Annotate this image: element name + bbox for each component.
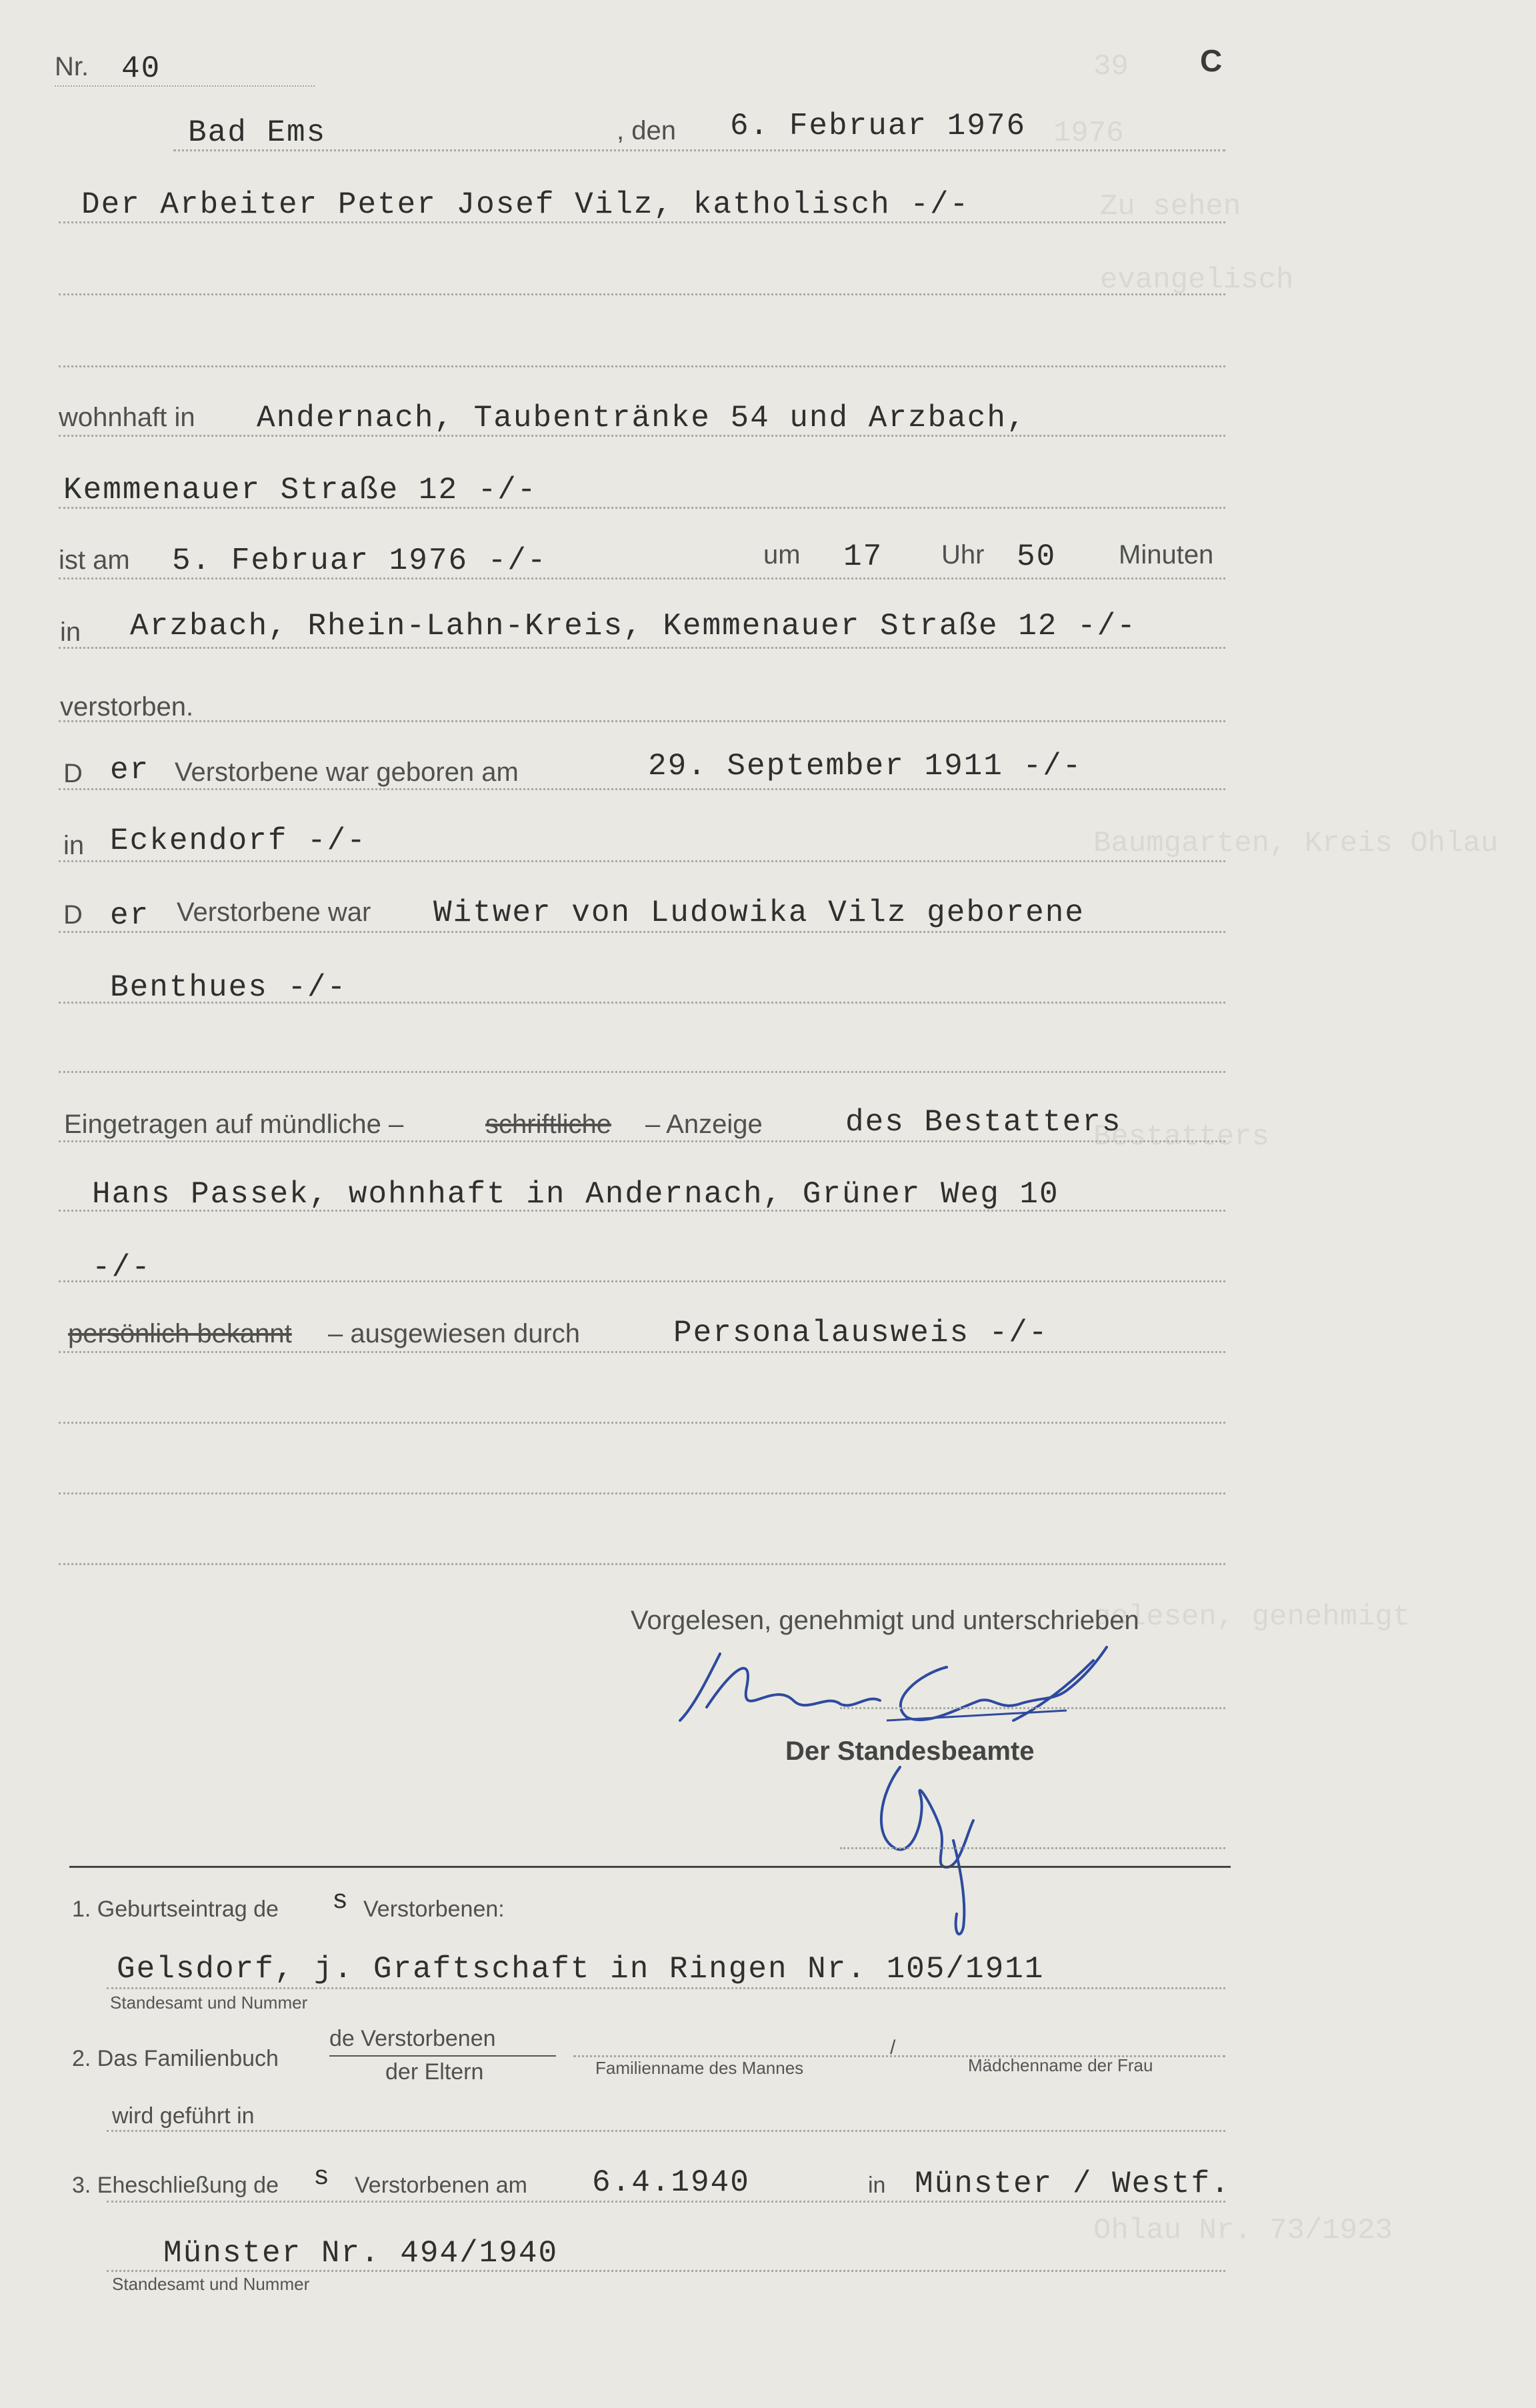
rule: [59, 365, 1225, 367]
rule: [59, 1210, 1225, 1212]
deceased-name: Der Arbeiter Peter Josef Vilz, katholisch -/-: [81, 187, 970, 222]
nr-underline: [55, 85, 315, 87]
rule: [59, 931, 1225, 933]
read-approved-label: Vorgelesen, genehmigt und unterschrieben: [631, 1606, 1139, 1635]
item3-caption: Standesamt und Nummer: [112, 2274, 310, 2294]
birth-date: 29. September 1911 -/-: [648, 749, 1083, 784]
rule: [59, 435, 1225, 437]
bleed-through-text: 39: [1093, 50, 1129, 83]
item3-suffix: Verstorbenen am: [355, 2173, 527, 2198]
entry-number: 40: [121, 51, 161, 86]
rule: [107, 2130, 1225, 2132]
death-hour: 17: [843, 539, 883, 574]
bleed-through-text: Zu sehen: [1100, 190, 1241, 223]
ist-am-label: ist am: [59, 545, 130, 575]
item2-slash: /: [890, 2037, 896, 2059]
item3-value: Münster Nr. 494/1940: [163, 2236, 559, 2271]
death-date: 5. Februar 1976 -/-: [172, 543, 547, 578]
item3-in: in: [868, 2173, 886, 2198]
rule: [107, 2201, 1225, 2203]
report-label-suffix: – Anzeige: [645, 1110, 763, 1139]
report-label-prefix: Eingetragen auf mündliche –: [64, 1110, 404, 1139]
rule: [59, 1422, 1225, 1424]
bleed-through-text: gelesen, genehmigt: [1093, 1600, 1411, 1634]
birth-label: Verstorbene war geboren am: [175, 758, 519, 787]
item3-s: s: [313, 2163, 331, 2193]
corner-mark: C: [1200, 43, 1223, 78]
birth-d-prefix: D: [63, 759, 83, 788]
rule: [59, 1351, 1225, 1353]
item1-value: Gelsdorf, j. Graftschaft in Ringen Nr. 105/1911: [117, 1952, 1045, 1987]
birth-in-label: in: [63, 831, 85, 860]
bleed-through-text: evangelisch: [1100, 263, 1294, 297]
item3-label: 3. Eheschließung de: [72, 2173, 279, 2198]
uhr-label: Uhr: [941, 540, 985, 569]
rule: [840, 1847, 1225, 1849]
item1-caption: Standesamt und Nummer: [110, 1993, 308, 2013]
rule: [840, 1707, 1225, 1709]
minuten-label: Minuten: [1119, 540, 1214, 569]
den-label: , den: [617, 116, 676, 145]
rule: [59, 1492, 1225, 1494]
birth-er-suffix: er: [110, 753, 150, 788]
um-label: um: [763, 540, 801, 569]
ident-suffix: – ausgewiesen durch: [328, 1319, 581, 1348]
birth-place: Eckendorf -/-: [110, 824, 367, 858]
address-line-2: Kemmenauer Straße 12 -/-: [63, 473, 537, 507]
reporter-signature: [667, 1627, 1133, 1740]
rule: [59, 860, 1225, 862]
rule: [107, 2270, 1225, 2272]
rule: [59, 788, 1225, 790]
rule: [59, 507, 1225, 509]
ident-struck: persönlich bekannt: [68, 1319, 292, 1348]
status-line-2: Benthues -/-: [110, 970, 347, 1005]
footer-separator: [69, 1866, 1231, 1868]
reporter-line-2: -/-: [92, 1250, 151, 1285]
rule: [59, 1071, 1225, 1073]
bleed-through-text: Ohlau Nr. 73/1923: [1093, 2214, 1393, 2247]
rule: [59, 221, 1225, 223]
place-of-registration: Bad Ems: [188, 115, 327, 150]
death-place: Arzbach, Rhein-Lahn-Kreis, Kemmenauer Straße 12 -/-: [130, 609, 1137, 644]
death-minutes: 50: [1017, 539, 1057, 574]
rule: [59, 720, 1225, 722]
item2-caption-husband: Familienname des Mannes: [595, 2058, 804, 2078]
rule: [59, 1280, 1225, 1282]
rule: [59, 647, 1225, 649]
registrar-label: Der Standesbeamte: [785, 1736, 1035, 1766]
item2-caption-wife: Mädchenname der Frau: [968, 2055, 1153, 2075]
wohnhaft-label: wohnhaft in: [59, 403, 195, 432]
item1-s: s: [332, 1887, 350, 1917]
report-label-struck: schriftliche: [485, 1110, 611, 1139]
item2-geführt: wird geführt in: [112, 2103, 255, 2129]
death-in-label: in: [60, 618, 81, 647]
nr-label: Nr.: [55, 52, 89, 81]
status-er-suffix: er: [110, 898, 150, 933]
status-label: Verstorbene war: [177, 898, 371, 927]
rule: [173, 149, 1225, 151]
bleed-through-text: 1976: [1053, 117, 1124, 150]
reporter-line-1: Hans Passek, wohnhaft in Andernach, Grüner Weg 10: [92, 1177, 1059, 1212]
verstorben-label: verstorben.: [60, 692, 194, 722]
bleed-through-text: Bestatters: [1093, 1120, 1270, 1154]
rule: [59, 1563, 1225, 1565]
item3-date: 6.4.1940: [592, 2165, 750, 2200]
item3-place: Münster / Westf.: [915, 2167, 1231, 2201]
rule: [59, 1140, 1225, 1142]
item1-suffix: Verstorbenen:: [363, 1897, 505, 1922]
status-d-prefix: D: [63, 900, 83, 930]
status-line-1: Witwer von Ludowika Vilz geborene: [433, 896, 1085, 930]
rule: [59, 293, 1225, 295]
item2-label: 2. Das Familienbuch: [72, 2046, 279, 2071]
rule: [59, 1002, 1225, 1004]
rule: [107, 1987, 1225, 1989]
registration-date: 6. Februar 1976: [730, 109, 1027, 143]
ident-document: Personalausweis -/-: [673, 1316, 1049, 1350]
item2-fraction-line: [329, 2055, 556, 2057]
item1-label: 1. Geburtseintrag de: [72, 1897, 279, 1922]
rule: [59, 577, 1225, 579]
item2-option-bottom: der Eltern: [385, 2059, 484, 2085]
address-line-1: Andernach, Taubentränke 54 und Arzbach,: [257, 401, 1027, 435]
item2-option-top: de Verstorbenen: [329, 2026, 496, 2051]
bleed-through-text: Baumgarten, Kreis Ohlau: [1093, 827, 1499, 860]
reporter-intro: des Bestatters: [845, 1105, 1122, 1140]
